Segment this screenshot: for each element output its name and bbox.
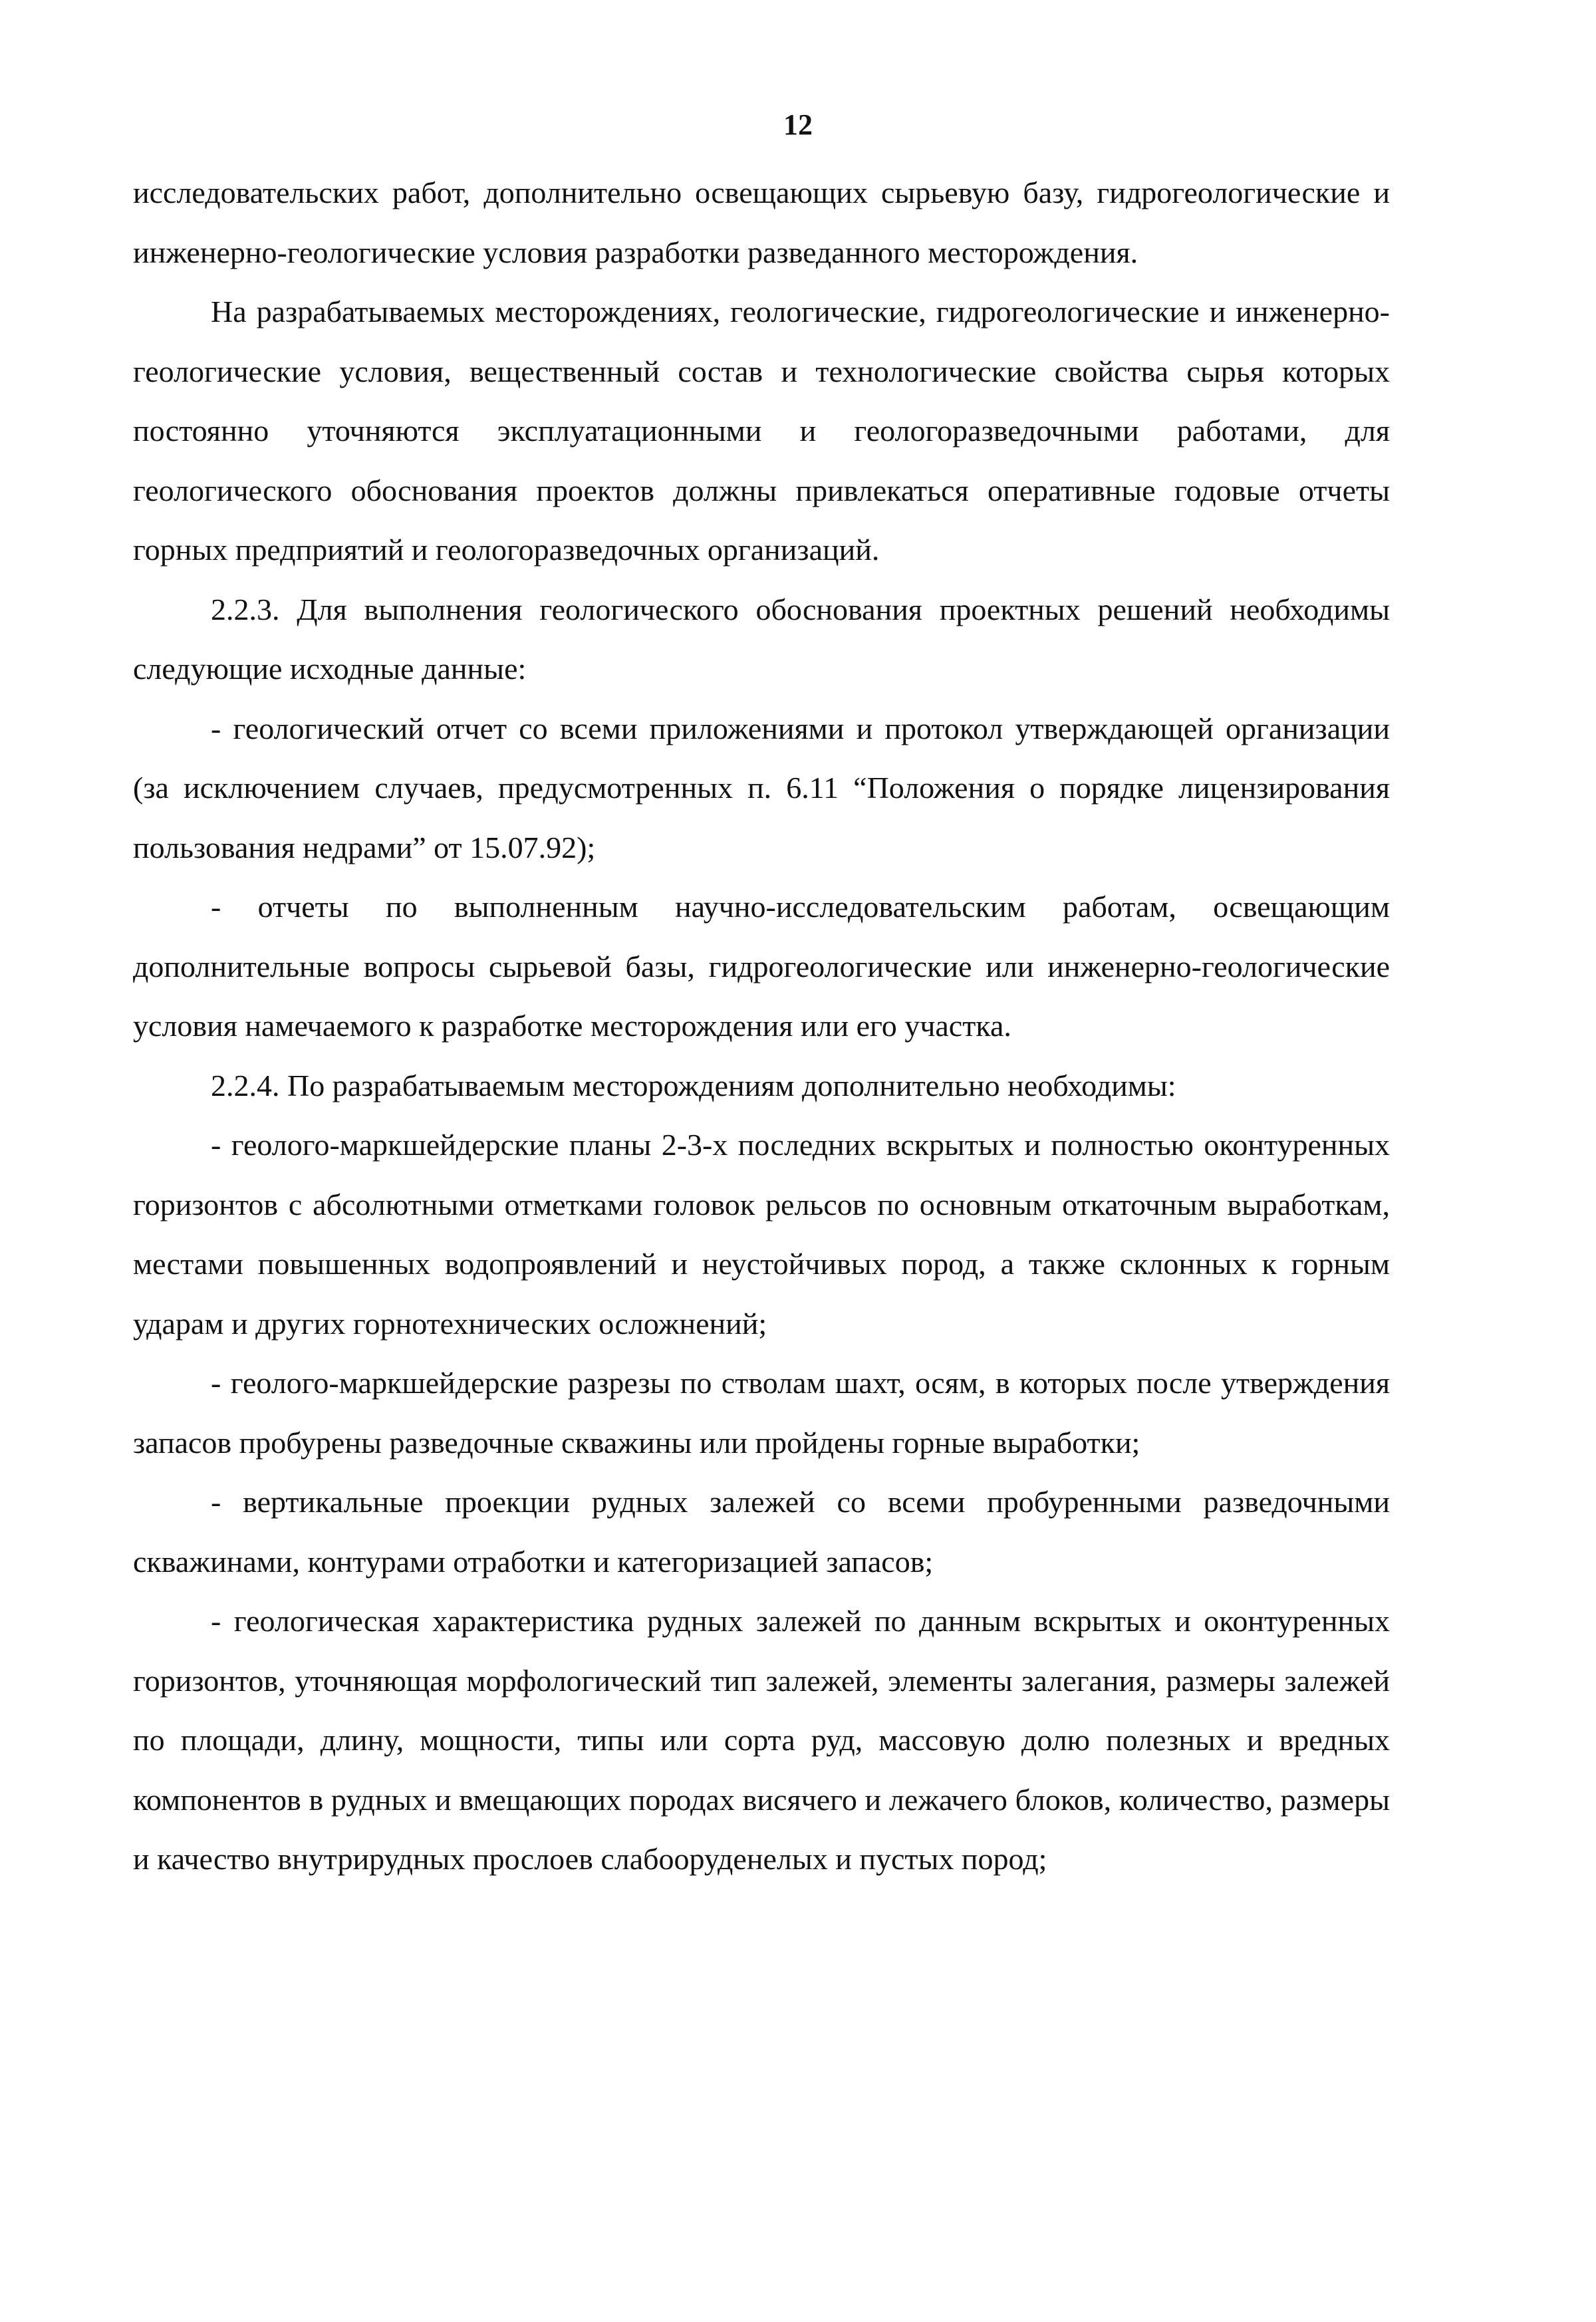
- list-item-research-reports: - отчеты по выполненным научно-исследовательским работам, освещающим дополнительные вопросы сырьевой базы, гидрогеологические или инженерно-геологические условия намечаемого к разработке месторождения или его участка.: [133, 890, 1390, 1043]
- list-item-vertical-projections: - вертикальные проекции рудных залежей со всеми пробуренными разведочными скважинами, контурами отработки и категоризацией запасов;: [133, 1485, 1390, 1579]
- paragraph-continuation: исследовательских работ, дополнительно освещающих сырьевую базу, гидрогеологические и инженерно-геологические условия разработки разведанного месторождения.: [133, 176, 1390, 269]
- document-body: [133, 163, 1390, 1889]
- list-item-survey-sections: - геолого-маркшейдерские разрезы по стволам шахт, осям, в которых после утверждения запасов пробурены разведочные скважины или пройдены горные выработки;: [133, 1366, 1390, 1460]
- list-item-survey-plans: - геолого-маркшейдерские планы 2-3-х последних вскрытых и полностью оконтуренных горизонтов с абсолютными отметками головок рельсов по основным откаточным выработкам, местами повышенных водопроявлений и неустойчивых пород, а также склонных к горным ударам и других горнотехнических осложнений;: [133, 1128, 1390, 1341]
- paragraph-2-2-3: 2.2.3. Для выполнения геологического обоснования проектных решений необходимы следующие исходные данные:: [133, 592, 1390, 686]
- paragraph-developed-deposits: На разрабатываемых месторождениях, геологические, гидрогеологические и инженерно-геологические условия, вещественный состав и технологические свойства сырья которых постоянно уточняются эксплуатационными и геологоразведочными работами, для геологического обоснования проектов должны привлекаться оперативные годовые отчеты горных предприятий и геологоразведочных организаций.: [133, 295, 1390, 567]
- page-number: 12: [783, 108, 813, 141]
- list-item-ore-characteristics: - геологическая характеристика рудных залежей по данным вскрытых и оконтуренных горизонтов, уточняющая морфологический тип залежей, элементы залегания, размеры залежей по площади, длину, мощности, типы или сорта руд, массовую долю полезных и вредных компонентов в рудных и вмещающих породах висячего и лежачего блоков, количество, размеры и качество внутрирудных прослоев слабооруденелых и пустых пород;: [133, 1604, 1390, 1876]
- paragraph-2-2-4: 2.2.4. По разрабатываемым месторождениям дополнительно необходимы:: [211, 1068, 1176, 1102]
- list-item-geological-report: - геологический отчет со всеми приложениями и протокол утверждающей организации (за исключением случаев, предусмотренных п. 6.11 “Положения о порядке лицензирования пользования недрами” от 15.07.92);: [133, 711, 1390, 864]
